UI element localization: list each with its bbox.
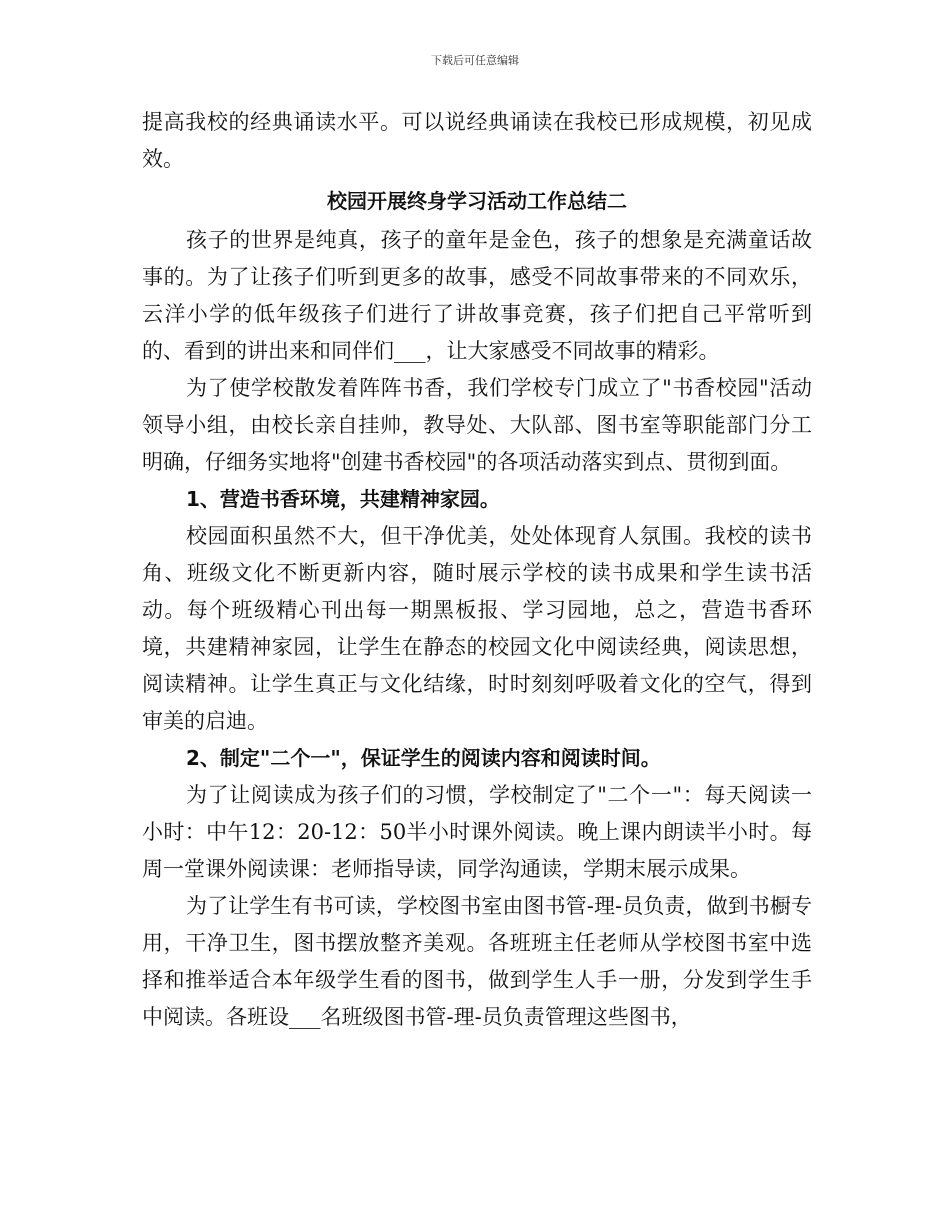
section-2-heading: 2、制定"二个一"，保证学生的阅读内容和阅读时间。 — [186, 746, 661, 770]
section-1-body: 校园面积虽然不大，但干净优美，处处体现育人氛围。我校的读书角、班级文化不断更新内容，随时展示学校的读书成果和学生读书活动。每个班级精心刊出每一期黑板报、学习园地，总之，营造书香环境，共建精神家园，让学生在静态的校园文化中阅读经典，阅读思想，阅读精神。让学生真正与文化结缘，时时刻刻呼吸着文化的空气，得到审美的启迪。 — [142, 524, 812, 733]
section-1-heading: 1、营造书香环境，共建精神家园。 — [186, 487, 500, 511]
document-title: 校园开展终身学习活动工作总结二 — [327, 189, 627, 213]
section-2-body-2: 为了让学生有书可读，学校图书室由图书管-理-员负责，做到书橱专用，干净卫生，图书摆放整齐美观。各班班主任老师从学校图书室中选择和推举适合本年级学生看的图书，做到学生人手一册，分发到学生手中阅读。各班设___名班级图书管-理-员负责管理这些图书， — [142, 894, 812, 1029]
page-header: 下载后可任意编辑 — [431, 54, 519, 67]
body-paragraph-2: 为了使学校散发着阵阵书香，我们学校专门成立了"书香校园"活动领导小组，由校长亲自挂帅，教导处、大队部、图书室等职能部门分工明确，仔细务实地将"创建书香校园"的各项活动落实到点、贯彻到面。 — [142, 376, 812, 474]
document-body — [142, 104, 812, 1036]
body-paragraph-1: 孩子的世界是纯真，孩子的童年是金色，孩子的想象是充满童话故事的。为了让孩子们听到更多的故事，感受不同故事带来的不同欢乐，云洋小学的低年级孩子们进行了讲故事竞赛，孩子们把自己平常听到的、看到的讲出来和同伴们___，让大家感受不同故事的精彩。 — [142, 228, 812, 363]
intro-paragraph: 提高我校的经典诵读水平。可以说经典诵读在我校已形成规模，初见成效。 — [142, 110, 812, 171]
section-2-body-1: 为了让阅读成为孩子们的习惯，学校制定了"二个一"：每天阅读一小时：中午12：20-12：50半小时课外阅读。晚上课内朗读半小时。每周一堂课外阅读课：老师指导读，同学沟通读，学期末展示成果。 — [142, 783, 812, 881]
